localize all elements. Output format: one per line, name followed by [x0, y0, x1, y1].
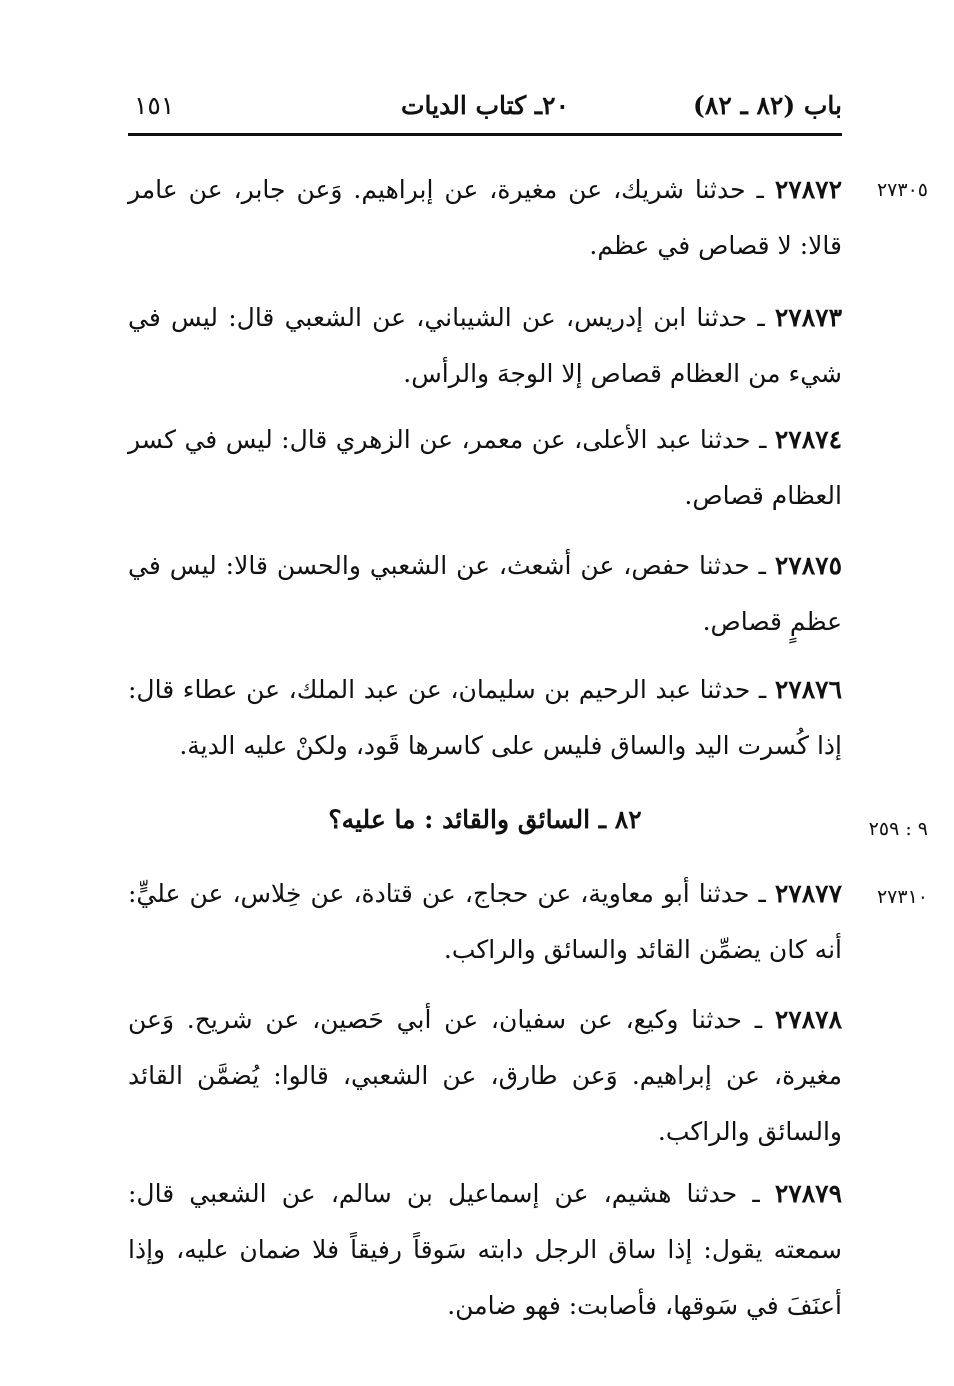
- section-heading: ٨٢ ـ السائق والقائد : ما عليه؟: [328, 805, 642, 834]
- hadith-text: ـ حدثنا أبو معاوية، عن حجاج، عن قتادة، عن خِلاس، عن عليٍّ: أنه كان يضمِّن القائد والسائق والراكب.: [128, 879, 842, 964]
- hadith-paragraph: [128, 538, 842, 650]
- hadith-number: ٢٧٨٧٣: [774, 303, 842, 332]
- margin-reference: ٢٧٣٠٥: [876, 179, 928, 201]
- hadith-number: ٢٧٨٧٤: [774, 425, 842, 454]
- hadith-paragraph: [128, 412, 842, 524]
- book-title: ٢٠ـ كتاب الديات: [401, 91, 569, 120]
- hadith-paragraph: [128, 290, 842, 402]
- hadith-text: ـ حدثنا عبد الرحيم بن سليمان، عن عبد الملك، عن عطاء قال: إذا كُسرت اليد والساق فليس على كاسرها قَود، ولكنْ عليه الدية.: [128, 675, 842, 760]
- hadith-text: ـ حدثنا عبد الأعلى، عن معمر، عن الزهري قال: ليس في كسر العظام قصاص.: [128, 425, 842, 510]
- page-number: ١٥١: [134, 91, 175, 120]
- hadith-number: ٢٧٨٧٥: [774, 551, 842, 580]
- hadith-paragraph: [128, 662, 842, 774]
- hadith-paragraph: [128, 162, 842, 274]
- hadith-number: ٢٧٨٧٨: [774, 1005, 842, 1034]
- hadith-paragraph: [128, 992, 842, 1160]
- hadith-text: ـ حدثنا وكيع، عن سفيان، عن أبي حَصين، عن شريح. وَعن مغيرة، عن إبراهيم. وَعن طارق، عن الشعبي، قالوا: يُضمَّن القائد والسائق والراكب.: [128, 1005, 842, 1146]
- page-header: [128, 88, 842, 128]
- hadith-text: ـ حدثنا حفص، عن أشعث، عن الشعبي والحسن قالا: ليس في عظمٍ قصاص.: [128, 551, 842, 636]
- hadith-text: ـ حدثنا ابن إدريس، عن الشيباني، عن الشعبي قال: ليس في شيء من العظام قصاص إلا الوجهَ والرأس.: [128, 303, 842, 388]
- hadith-paragraph: [128, 866, 842, 978]
- hadith-number: ٢٧٨٧٩: [774, 1179, 842, 1208]
- margin-reference: ٢٧٣١٠: [876, 886, 928, 908]
- hadith-number: ٢٧٨٧٧: [774, 879, 842, 908]
- header-rule: [128, 133, 842, 136]
- hadith-number: ٢٧٨٧٢: [774, 175, 842, 204]
- hadith-text: ـ حدثنا هشيم، عن إسماعيل بن سالم، عن الشعبي قال: سمعته يقول: إذا ساق الرجل دابته سَوقاً رفيقاً فلا ضمان عليه، وإذا أعنَفَ في سَوقها، فأصابت: فهو ضامن.: [128, 1179, 842, 1320]
- hadith-paragraph: [128, 1166, 842, 1334]
- chapter-reference: باب (٨٢ ـ ٨٢): [693, 91, 842, 120]
- hadith-number: ٢٧٨٧٦: [774, 675, 842, 704]
- hadith-text: ـ حدثنا شريك، عن مغيرة، عن إبراهيم. وَعن جابر، عن عامر قالا: لا قصاص في عظم.: [128, 175, 842, 260]
- margin-reference: ٩ : ٢٥٩: [868, 818, 928, 840]
